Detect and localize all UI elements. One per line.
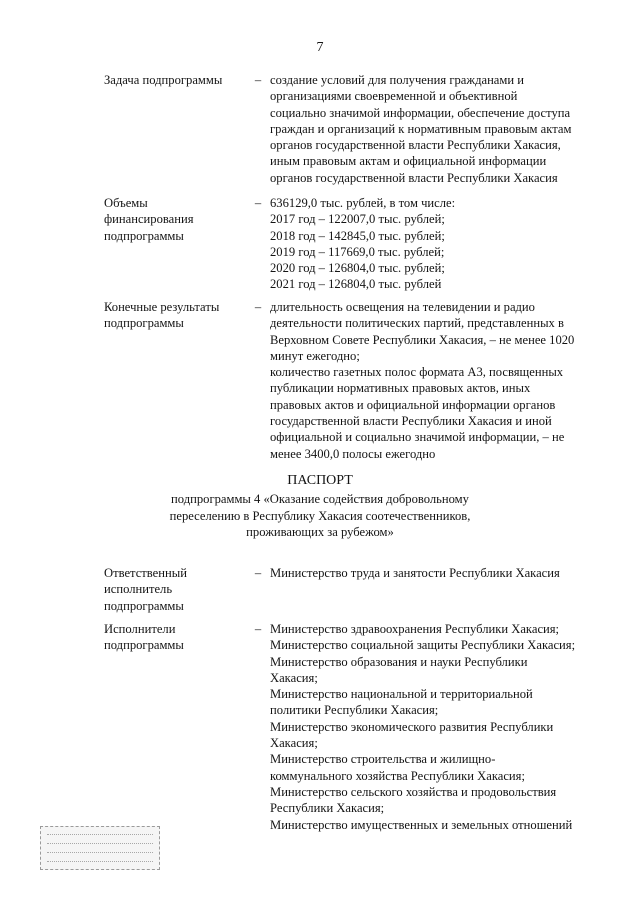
section-label: Конечные результаты подпрограммы [104, 300, 220, 331]
passport-heading [0, 473, 640, 540]
registration-stamp [40, 826, 160, 870]
section-value: Министерство труда и занятости Республики Хакасия [270, 566, 560, 580]
dash: – [254, 300, 262, 314]
passport-title: ПАСПОРТ [287, 473, 353, 488]
section-value: Министерство здравоохранения Республики Хакасия; Министерство социальной защиты Республики Хакасия; Министерство образования и науки Республики Хакасия; Министерство национальной и территориальной политики Республики Хакасия; Министерство экономического развития Республики Хакасия; Министерство строительства и жилищно- коммунального хозяйства Республики Хакасия; Министерство сельского хозяйства и продовольствия Республики Хакасия; Министерство имущественных и земельных отношений [270, 622, 576, 832]
section-label: Объемы финансирования подпрограммы [104, 196, 194, 243]
dash: – [254, 622, 262, 636]
section-value: 636129,0 тыс. рублей, в том числе: 2017 год – 122007,0 тыс. рублей; 2018 год – 142845,0 тыс. рублей; 2019 год – 117669,0 тыс. рублей; 2020 год – 126804,0 тыс. рублей; 2021 год – 126804,0 тыс. рублей [270, 196, 456, 292]
dash: – [254, 196, 262, 210]
section-value: создание условий для получения гражданами и организациями своевременной и объективной социально значимой информации, обеспечение доступа граждан и организаций к нормативным правовым актам органов государственной власти Республики Хакасия, иным правовым актам и официальной информации органов государственной власти Республики Хакасия [270, 73, 572, 185]
section-task [104, 72, 602, 186]
passport-subtitle: подпрограммы 4 «Оказание содействия добровольному переселению в Республику Хакасия соотечественников, проживающих за рубежом» [169, 492, 471, 539]
section-value: длительность освещения на телевидении и радио деятельности политических партий, представленных в Верховном Совете Республики Хакасия, – не менее 1020 минут ежегодно; количество газетных полос формата А3, посвященных публикации нормативных правовых актов, иных правовых актов и официальной информации органов государственной власти Республики Хакасия и иной официальной и социально значимой информации, – не менее 3400,0 полосы ежегодно [270, 300, 575, 461]
dash: – [254, 73, 262, 87]
section-responsible [104, 565, 602, 614]
section-label: Ответственный исполнитель подпрограммы [104, 566, 187, 613]
section-label: Задача подпрограммы [104, 73, 223, 87]
page-number: 7 [316, 40, 324, 55]
section-label: Исполнители подпрограммы [104, 622, 184, 653]
section-results [104, 299, 602, 462]
section-executors [104, 621, 602, 833]
section-funding [104, 195, 602, 293]
dash: – [254, 566, 262, 580]
